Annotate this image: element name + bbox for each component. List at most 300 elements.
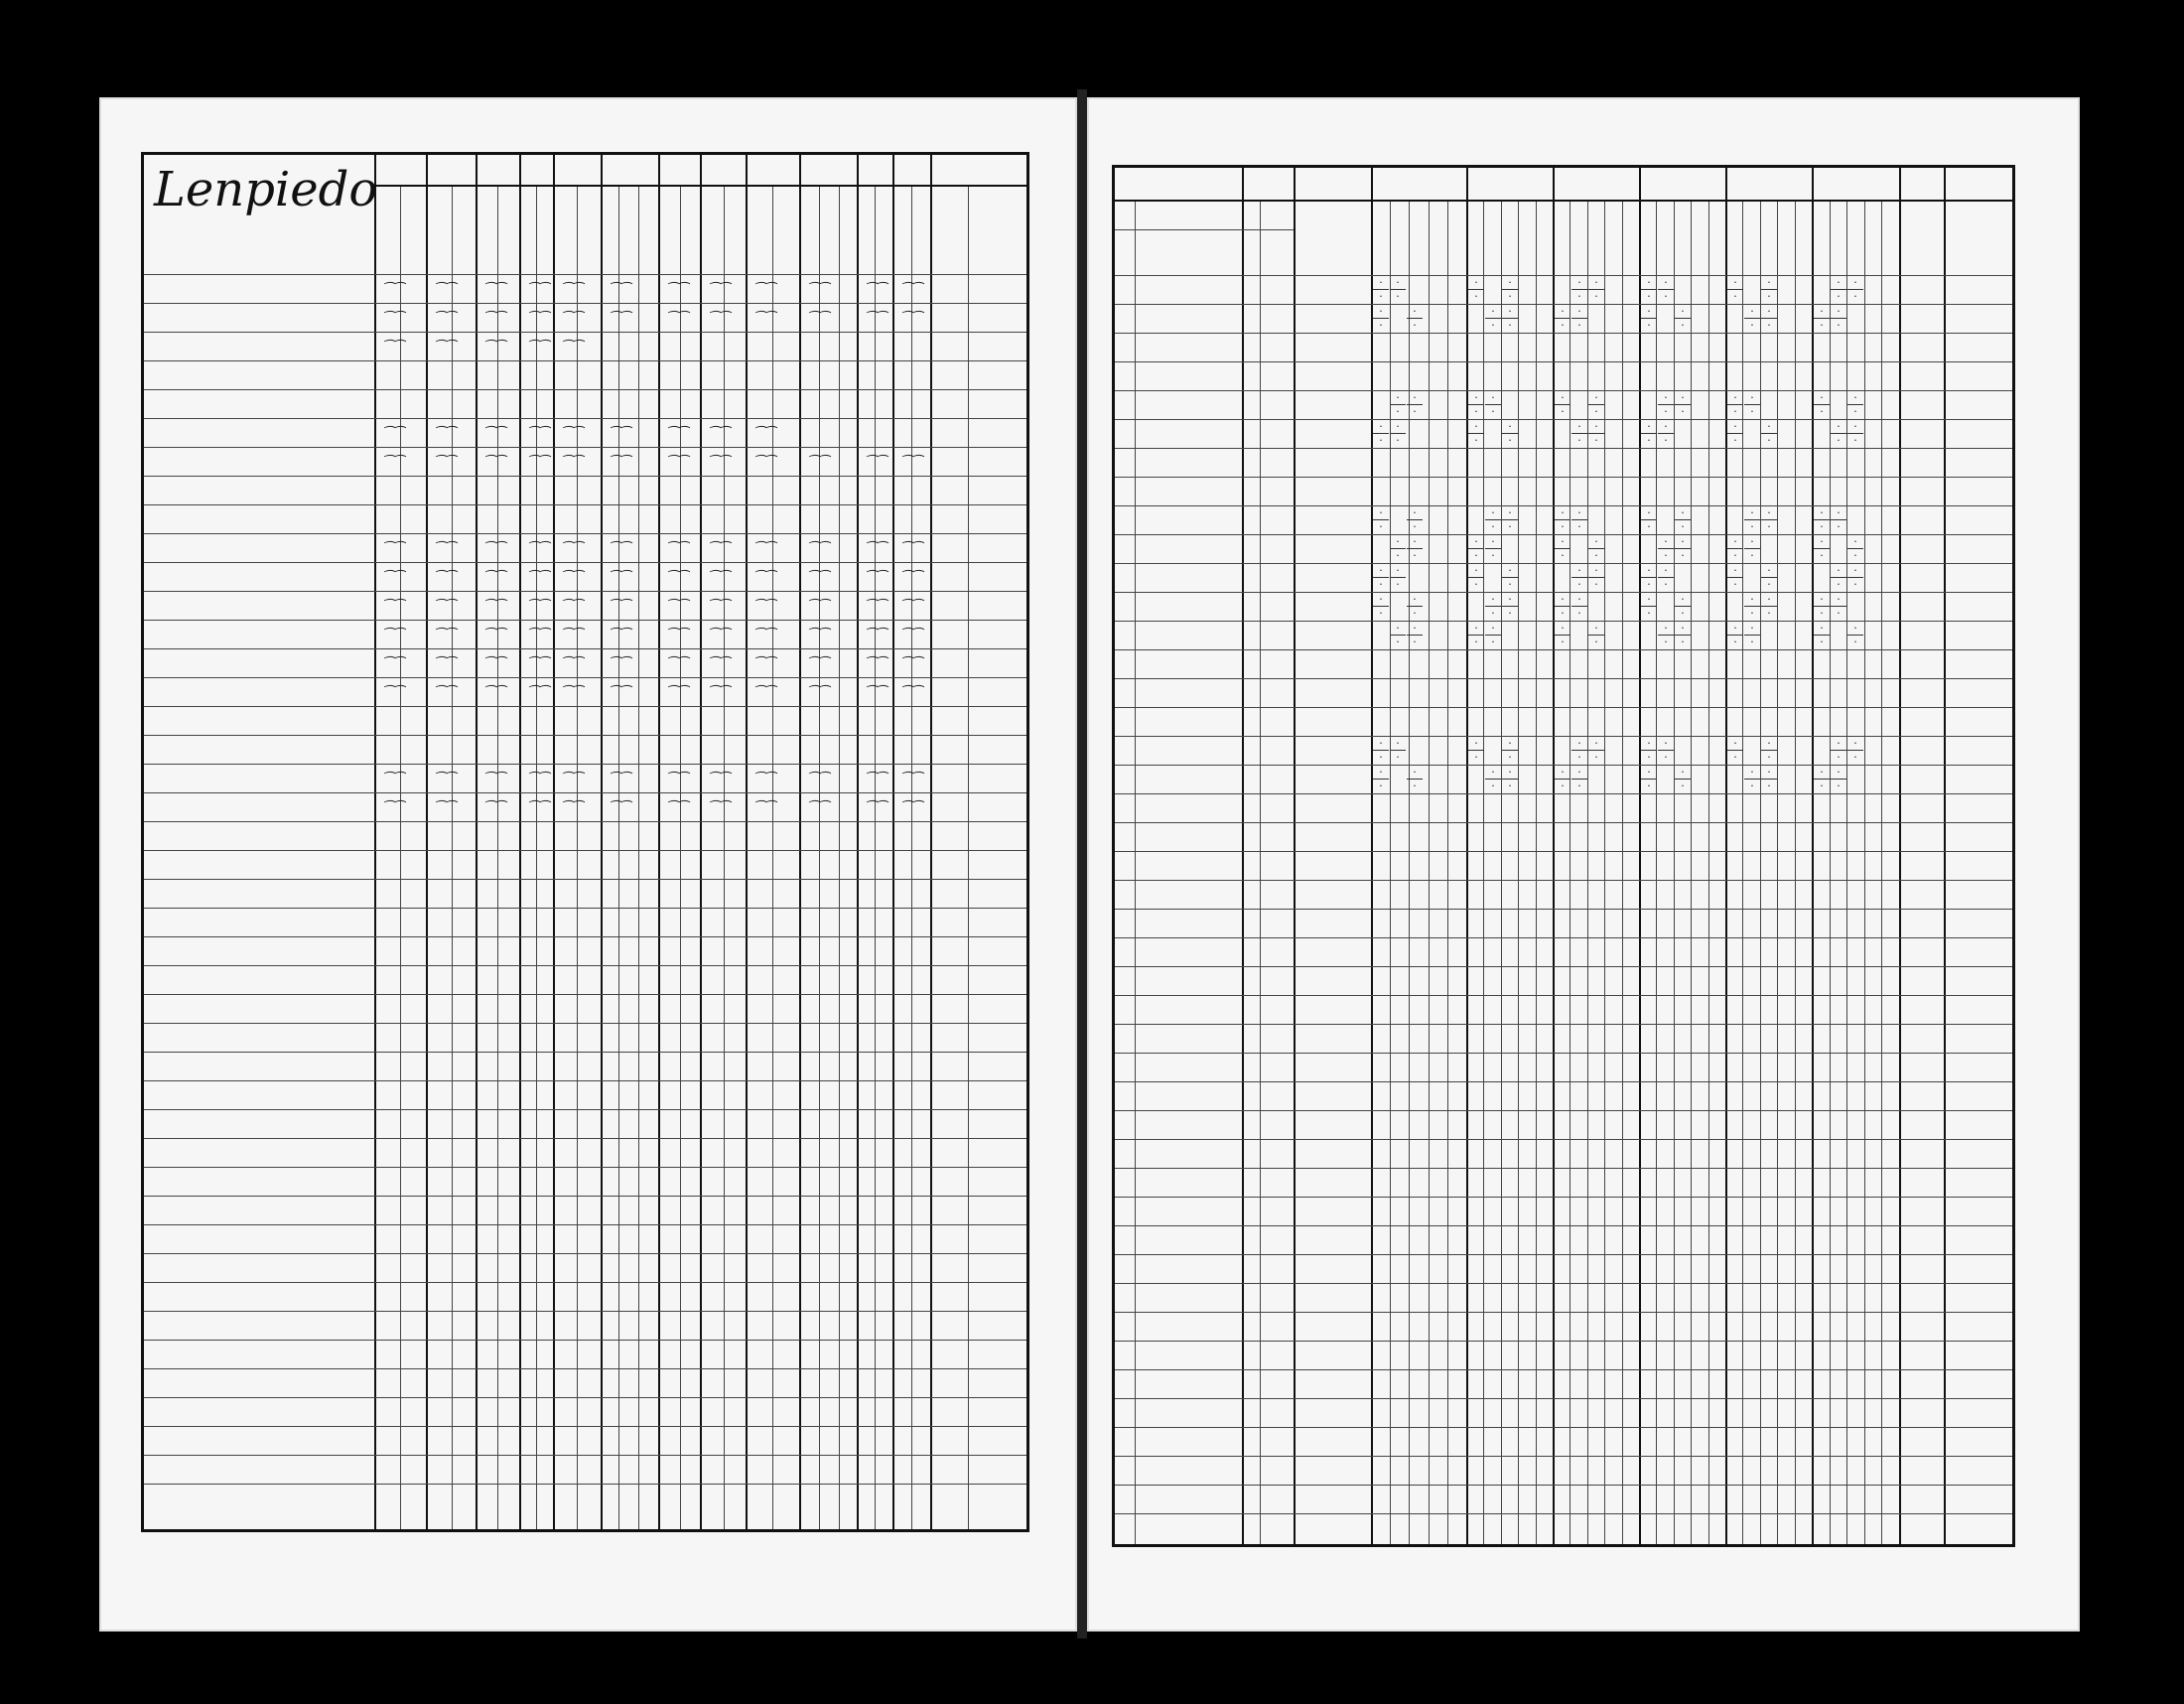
row-divider	[144, 792, 1026, 793]
attendance-mark: ⁀⁀	[434, 427, 455, 442]
exam-mark: · ·	[1761, 507, 1777, 532]
subcolumn-divider	[839, 185, 840, 1529]
row-divider	[1115, 1456, 2012, 1457]
exam-mark: · ·	[1468, 536, 1484, 561]
attendance-mark: ⁀⁀	[807, 456, 828, 471]
column-subheader	[820, 189, 837, 274]
row-divider	[1115, 1398, 2012, 1399]
subcolumn-divider	[1777, 200, 1778, 1544]
row-divider	[144, 1368, 1026, 1369]
row-divider	[144, 1080, 1026, 1081]
column-subheader	[621, 189, 638, 274]
attendance-mark: ⁀⁀	[865, 629, 886, 643]
attendance-mark: ⁀⁀	[807, 801, 828, 816]
column-subheader	[603, 189, 619, 274]
attendance-mark: ⁀⁀	[434, 801, 455, 816]
subcolumn-divider	[400, 185, 401, 1529]
row-divider	[144, 1167, 1026, 1168]
exam-mark: · ·	[1658, 392, 1674, 417]
subcolumn-divider	[1536, 200, 1537, 1544]
exam-mark: · ·	[1485, 306, 1501, 331]
exam-mark: · ·	[1761, 565, 1777, 590]
exam-mark: · ·	[1485, 767, 1501, 791]
row-divider	[1115, 563, 2012, 564]
row-divider	[144, 504, 1026, 505]
exam-mark: · ·	[1658, 738, 1674, 763]
attendance-mark: ⁀⁀	[900, 629, 921, 643]
exam-mark: · ·	[1588, 277, 1604, 302]
exam-mark: · ·	[1502, 507, 1518, 532]
attendance-mark: ⁀⁀	[561, 801, 582, 816]
attendance-mark: ⁀⁀	[382, 629, 403, 643]
attendance-mark: ⁀⁀	[382, 600, 403, 615]
row-divider	[1115, 1283, 2012, 1284]
attendance-mark: ⁀⁀	[527, 571, 548, 586]
exam-mark: · ·	[1407, 306, 1423, 331]
exam-mark: · ·	[1555, 594, 1570, 619]
attendance-mark: ⁀⁀	[527, 283, 548, 298]
exam-mark: · ·	[1407, 623, 1423, 647]
attendance-mark: ⁀⁀	[561, 657, 582, 672]
attendance-mark: ⁀⁀	[900, 312, 921, 327]
attendance-mark: ⁀⁀	[708, 312, 729, 327]
column-divider	[1242, 168, 1244, 1544]
column-subheader	[555, 189, 577, 274]
column-divider	[1812, 168, 1814, 1544]
attendance-mark: ⁀⁀	[382, 657, 403, 672]
exam-mark: · ·	[1761, 738, 1777, 763]
column-subheader	[840, 189, 857, 274]
row-divider	[144, 936, 1026, 937]
row-divider	[144, 476, 1026, 477]
exam-mark: · ·	[1407, 507, 1423, 532]
row-divider	[144, 1340, 1026, 1341]
row-divider	[1115, 1513, 2012, 1514]
attendance-mark: ⁀⁀	[561, 571, 582, 586]
attendance-mark: ⁀⁀	[609, 629, 629, 643]
exam-mark: · ·	[1847, 277, 1863, 302]
column-subheader	[538, 189, 553, 274]
exam-mark: · ·	[1847, 392, 1863, 417]
attendance-mark: ⁀⁀	[753, 773, 774, 787]
attendance-mark: ⁀⁀	[609, 456, 629, 471]
subcolumn-divider	[1447, 200, 1448, 1544]
exam-mark: · ·	[1390, 623, 1406, 647]
column-divider	[1899, 168, 1901, 1544]
exam-mark: · ·	[1588, 421, 1604, 446]
attendance-mark: ⁀⁀	[865, 600, 886, 615]
attendance-mark: ⁀⁀	[807, 312, 828, 327]
exam-mark: · ·	[1831, 565, 1846, 590]
exam-mark: · ·	[1675, 392, 1691, 417]
exam-mark: · ·	[1675, 306, 1691, 331]
exam-mark: · ·	[1831, 277, 1846, 302]
attendance-mark: ⁀⁀	[434, 542, 455, 557]
right-register-table	[1112, 165, 2015, 1547]
column-divider	[1639, 168, 1641, 1544]
row-divider	[144, 389, 1026, 390]
row-divider	[1115, 851, 2012, 852]
attendance-mark: ⁀⁀	[865, 801, 886, 816]
subcolumn-divider	[1691, 200, 1692, 1544]
attendance-mark: ⁀⁀	[753, 312, 774, 327]
subcolumn-divider	[1864, 200, 1865, 1544]
row-divider	[144, 274, 1026, 275]
subcolumn-divider	[772, 185, 773, 1529]
attendance-mark: ⁀⁀	[900, 773, 921, 787]
attendance-mark: ⁀⁀	[666, 600, 687, 615]
header-divider	[374, 185, 1026, 187]
attendance-mark: ⁀⁀	[527, 801, 548, 816]
exam-mark: · ·	[1571, 565, 1587, 590]
exam-mark: · ·	[1744, 392, 1760, 417]
row-divider	[144, 706, 1026, 707]
exam-mark: · ·	[1571, 767, 1587, 791]
exam-mark: · ·	[1555, 767, 1570, 791]
exam-mark: · ·	[1373, 565, 1389, 590]
row-divider	[144, 360, 1026, 361]
exam-mark: · ·	[1502, 306, 1518, 331]
attendance-mark: ⁀⁀	[527, 600, 548, 615]
attendance-mark: ⁀⁀	[708, 801, 729, 816]
attendance-mark: ⁀⁀	[561, 456, 582, 471]
attendance-mark: ⁀⁀	[666, 657, 687, 672]
row-divider	[1115, 1139, 2012, 1140]
row-divider	[144, 735, 1026, 736]
row-divider	[144, 1109, 1026, 1110]
attendance-mark: ⁀⁀	[753, 657, 774, 672]
attendance-mark: ⁀⁀	[561, 283, 582, 298]
attendance-mark: ⁀⁀	[527, 427, 548, 442]
subcolumn-divider	[452, 185, 453, 1529]
exam-mark: · ·	[1847, 421, 1863, 446]
column-divider	[1294, 168, 1296, 1544]
row-divider	[1115, 793, 2012, 794]
attendance-mark: ⁀⁀	[483, 686, 504, 701]
row-divider	[144, 562, 1026, 563]
attendance-mark: ⁀⁀	[865, 542, 886, 557]
subcolumn-divider	[638, 185, 639, 1529]
attendance-mark: ⁀⁀	[483, 341, 504, 355]
row-divider	[144, 1311, 1026, 1312]
subcolumn-divider	[968, 185, 969, 1529]
column-subheader	[894, 189, 911, 274]
exam-mark: · ·	[1744, 767, 1760, 791]
exam-mark: · ·	[1502, 565, 1518, 590]
row-divider	[1115, 1369, 2012, 1370]
attendance-mark: ⁀⁀	[807, 571, 828, 586]
exam-mark: · ·	[1641, 306, 1657, 331]
row-divider	[144, 850, 1026, 851]
exam-mark: · ·	[1468, 565, 1484, 590]
attendance-mark: ⁀⁀	[382, 686, 403, 701]
attendance-mark: ⁀⁀	[527, 686, 548, 701]
exam-mark: · ·	[1373, 594, 1389, 619]
attendance-mark: ⁀⁀	[900, 686, 921, 701]
row-divider	[1115, 477, 2012, 478]
exam-mark: · ·	[1641, 277, 1657, 302]
attendance-mark: ⁀⁀	[753, 686, 774, 701]
attendance-mark: ⁀⁀	[865, 312, 886, 327]
column-divider	[1725, 168, 1727, 1544]
attendance-mark: ⁀⁀	[753, 456, 774, 471]
exam-mark: · ·	[1831, 306, 1846, 331]
column-subheader	[859, 189, 875, 274]
column-divider	[1553, 168, 1555, 1544]
column-subheader	[579, 189, 601, 274]
column-subheader	[725, 189, 746, 274]
attendance-mark: ⁀⁀	[483, 571, 504, 586]
exam-mark: · ·	[1571, 277, 1587, 302]
exam-mark: · ·	[1641, 594, 1657, 619]
exam-mark: · ·	[1390, 565, 1406, 590]
attendance-mark: ⁀⁀	[483, 657, 504, 672]
attendance-mark: ⁀⁀	[527, 773, 548, 787]
exam-mark: · ·	[1588, 565, 1604, 590]
row-divider	[144, 821, 1026, 822]
register-title: Lenpiedo	[154, 162, 378, 217]
left-register-table	[141, 152, 1029, 1532]
row-divider	[144, 1138, 1026, 1139]
exam-mark: · ·	[1588, 392, 1604, 417]
exam-mark: · ·	[1502, 767, 1518, 791]
attendance-mark: ⁀⁀	[666, 427, 687, 442]
subcolumn-divider	[1260, 200, 1261, 1544]
attendance-mark: ⁀⁀	[708, 456, 729, 471]
exam-mark: · ·	[1744, 536, 1760, 561]
row-divider	[1115, 1053, 2012, 1054]
subcolumn-divider	[1135, 200, 1136, 1544]
exam-mark: · ·	[1658, 536, 1674, 561]
column-divider	[1466, 168, 1468, 1544]
row-divider	[144, 447, 1026, 448]
exam-mark: · ·	[1373, 507, 1389, 532]
exam-mark: · ·	[1658, 421, 1674, 446]
row-divider	[144, 879, 1026, 880]
attendance-mark: ⁀⁀	[865, 283, 886, 298]
subcolumn-divider	[1622, 200, 1623, 1544]
exam-mark: · ·	[1373, 767, 1389, 791]
row-divider	[144, 303, 1026, 304]
row-divider	[144, 965, 1026, 966]
attendance-mark: ⁀⁀	[561, 341, 582, 355]
attendance-mark: ⁀⁀	[382, 571, 403, 586]
attendance-mark: ⁀⁀	[434, 456, 455, 471]
book-spine	[1077, 89, 1087, 1638]
attendance-mark: ⁀⁀	[434, 657, 455, 672]
row-divider	[1115, 448, 2012, 449]
attendance-mark: ⁀⁀	[807, 686, 828, 701]
attendance-mark: ⁀⁀	[900, 600, 921, 615]
attendance-mark: ⁀⁀	[753, 283, 774, 298]
exam-mark: · ·	[1641, 507, 1657, 532]
row-divider	[1115, 909, 2012, 910]
attendance-mark: ⁀⁀	[527, 657, 548, 672]
row-divider	[144, 908, 1026, 909]
row-divider	[144, 1052, 1026, 1053]
attendance-mark: ⁀⁀	[434, 341, 455, 355]
exam-mark: · ·	[1555, 507, 1570, 532]
row-divider	[144, 1023, 1026, 1024]
exam-mark: · ·	[1641, 738, 1657, 763]
exam-mark: · ·	[1373, 738, 1389, 763]
attendance-mark: ⁀⁀	[609, 801, 629, 816]
exam-mark: · ·	[1571, 421, 1587, 446]
attendance-mark: ⁀⁀	[900, 571, 921, 586]
exam-mark: · ·	[1761, 594, 1777, 619]
exam-mark: · ·	[1675, 507, 1691, 532]
row-divider	[144, 620, 1026, 621]
attendance-mark: ⁀⁀	[865, 657, 886, 672]
attendance-mark: ⁀⁀	[753, 600, 774, 615]
exam-mark: · ·	[1555, 392, 1570, 417]
exam-mark: · ·	[1407, 767, 1423, 791]
row-divider	[1115, 419, 2012, 420]
column-subheader	[913, 189, 930, 274]
attendance-mark: ⁀⁀	[434, 600, 455, 615]
subcolumn-divider	[577, 185, 578, 1529]
attendance-mark: ⁀⁀	[527, 341, 548, 355]
exam-mark: · ·	[1468, 421, 1484, 446]
exam-mark: · ·	[1468, 623, 1484, 647]
row-divider	[144, 1282, 1026, 1283]
row-divider	[1115, 333, 2012, 334]
attendance-mark: ⁀⁀	[382, 341, 403, 355]
attendance-mark: ⁀⁀	[382, 312, 403, 327]
exam-mark: · ·	[1571, 738, 1587, 763]
attendance-mark: ⁀⁀	[382, 456, 403, 471]
attendance-mark: ⁀⁀	[666, 283, 687, 298]
attendance-mark: ⁀⁀	[900, 801, 921, 816]
exam-mark: · ·	[1831, 767, 1846, 791]
subcolumn-divider	[618, 185, 619, 1529]
attendance-mark: ⁀⁀	[527, 542, 548, 557]
attendance-mark: ⁀⁀	[753, 542, 774, 557]
column-divider	[2012, 168, 2014, 1544]
subcolumn-divider	[875, 185, 876, 1529]
exam-mark: · ·	[1485, 623, 1501, 647]
subcolumn-divider	[1518, 200, 1519, 1544]
row-divider	[144, 1455, 1026, 1456]
attendance-mark: ⁀⁀	[483, 542, 504, 557]
exam-mark: · ·	[1744, 594, 1760, 619]
attendance-mark: ⁀⁀	[807, 773, 828, 787]
exam-mark: · ·	[1814, 536, 1830, 561]
subcolumn-divider	[911, 185, 912, 1529]
row-divider	[1115, 1225, 2012, 1226]
attendance-mark: ⁀⁀	[561, 427, 582, 442]
attendance-mark: ⁀⁀	[708, 427, 729, 442]
exam-mark: · ·	[1468, 277, 1484, 302]
exam-mark: · ·	[1727, 738, 1743, 763]
attendance-mark: ⁀⁀	[666, 629, 687, 643]
row-divider	[1115, 1427, 2012, 1428]
exam-mark: · ·	[1390, 536, 1406, 561]
exam-mark: · ·	[1555, 306, 1570, 331]
attendance-mark: ⁀⁀	[865, 571, 886, 586]
exam-mark: · ·	[1571, 306, 1587, 331]
subcolumn-divider	[1795, 200, 1796, 1544]
row-divider	[1115, 361, 2012, 362]
exam-mark: · ·	[1390, 738, 1406, 763]
row-divider	[1115, 1168, 2012, 1169]
attendance-mark: ⁀⁀	[609, 773, 629, 787]
exam-mark: · ·	[1675, 623, 1691, 647]
row-divider	[1115, 1254, 2012, 1255]
column-subheader	[801, 189, 818, 274]
exam-mark: · ·	[1588, 738, 1604, 763]
attendance-mark: ⁀⁀	[561, 686, 582, 701]
exam-mark: · ·	[1727, 421, 1743, 446]
row-divider	[144, 533, 1026, 534]
attendance-mark: ⁀⁀	[561, 773, 582, 787]
attendance-mark: ⁀⁀	[527, 456, 548, 471]
row-divider	[1115, 1197, 2012, 1198]
row-divider	[1115, 822, 2012, 823]
attendance-mark: ⁀⁀	[609, 600, 629, 615]
attendance-mark: ⁀⁀	[561, 600, 582, 615]
exam-mark: · ·	[1485, 392, 1501, 417]
attendance-mark: ⁀⁀	[708, 571, 729, 586]
row-divider	[144, 764, 1026, 765]
attendance-mark: ⁀⁀	[708, 686, 729, 701]
exam-mark: · ·	[1727, 623, 1743, 647]
attendance-mark: ⁀⁀	[865, 456, 886, 471]
attendance-mark: ⁀⁀	[900, 657, 921, 672]
attendance-mark: ⁀⁀	[382, 427, 403, 442]
column-subheader	[376, 189, 400, 274]
exam-mark: · ·	[1407, 594, 1423, 619]
attendance-mark: ⁀⁀	[561, 542, 582, 557]
subcolumn-divider	[724, 185, 725, 1529]
row-divider	[1115, 937, 2012, 938]
exam-mark: · ·	[1390, 392, 1406, 417]
attendance-mark: ⁀⁀	[807, 542, 828, 557]
attendance-mark: ⁀⁀	[527, 629, 548, 643]
row-divider	[144, 591, 1026, 592]
attendance-mark: ⁀⁀	[900, 283, 921, 298]
attendance-mark: ⁀⁀	[483, 456, 504, 471]
column-divider	[1026, 155, 1028, 1529]
exam-mark: · ·	[1390, 421, 1406, 446]
exam-mark: · ·	[1727, 536, 1743, 561]
row-divider	[1115, 1341, 2012, 1342]
attendance-mark: ⁀⁀	[434, 571, 455, 586]
row-divider	[1115, 736, 2012, 737]
attendance-mark: ⁀⁀	[807, 657, 828, 672]
exam-mark: · ·	[1658, 565, 1674, 590]
exam-mark: · ·	[1727, 565, 1743, 590]
row-divider	[1115, 1110, 2012, 1111]
column-subheader	[774, 189, 799, 274]
exam-mark: · ·	[1407, 536, 1423, 561]
header-divider	[1115, 200, 2012, 202]
exam-mark: · ·	[1571, 507, 1587, 532]
attendance-mark: ⁀⁀	[434, 686, 455, 701]
exam-mark: · ·	[1588, 536, 1604, 561]
exam-mark: · ·	[1847, 738, 1863, 763]
subcolumn-divider	[1604, 200, 1605, 1544]
attendance-mark: ⁀⁀	[382, 542, 403, 557]
row-divider	[1115, 649, 2012, 650]
attendance-mark: ⁀⁀	[708, 542, 729, 557]
column-subheader	[660, 189, 679, 274]
column-subheader	[877, 189, 892, 274]
attendance-mark: ⁀⁀	[434, 629, 455, 643]
attendance-mark: ⁀⁀	[753, 801, 774, 816]
column-subheader	[402, 189, 426, 274]
row-divider	[144, 1484, 1026, 1485]
